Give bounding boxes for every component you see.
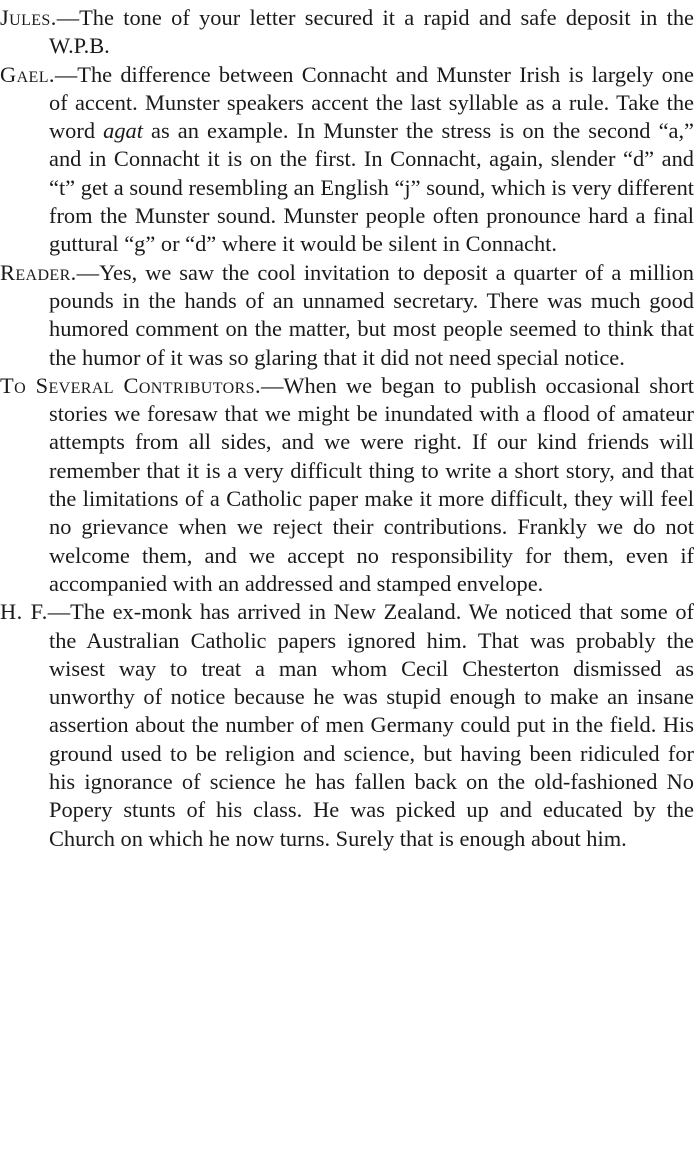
entry-several-contributors [0,372,694,598]
entry-emphasis: agat [103,118,143,144]
entry-body: —Yes, we saw the cool invitation to deposit a quarter of a million pounds in the hands of an unnamed secretary. There was much good humored comment on the matter, but most people seemed to think that the humor of it was so glaring that it did not need special notice. [49,259,694,370]
entry-body-continued: as an example. In Munster the stress is on the second “a,” and in Connacht it is on the first. In Connacht, again, slender “d” and “t” get a sound resembling an English “j” sound, which is very different from the Munster sound. Munster people often pronounce hard a final guttural “g” or “d” where it would be silent in Connacht. [49,118,694,257]
entry-heading: To Several Contributors. [0,372,261,398]
entry-jules [0,4,694,61]
entry-h-f [0,598,694,853]
entry-body: —The ex-monk has arrived in New Zealand. We noticed that some of the Australian Catholic papers ignored him. That was probably the wisest way to treat a man whom Cecil Chesterton dismissed as unworthy of notice because he was stupid enough to make an insane assertion about the number of men Germany could put in the field. His ground used to be religion and science, but having been ridiculed for his ignorance of science he has fallen back on the old-fashioned No Popery stunts of his class. He was picked up and educated by the Church on which he now turns. Surely that is enough about him. [47,599,694,851]
entry-body: —The tone of your letter secured it a rapid and safe deposit in the W.P.B. [49,5,694,59]
entry-heading: H. F. [0,599,48,625]
entry-heading: Jules. [0,5,57,30]
entry-heading: Gael. [0,61,55,87]
entry-body: —When we began to publish occasional short stories we foresaw that we might be inundated with a flood of amateur attempts from all sides, and we were right. If our kind friends will remember that it is a very difficult thing to write a short story, and that the limitations of a Catholic paper make it more difficult, they will feel no grievance when we reject their contributions. Frankly we do not welcome them, and we accept no responsibility for them, even if accompanied with an addressed and stamped envelope. [49,372,694,596]
entry-gael [0,61,694,259]
entry-reader [0,259,694,372]
entry-body: —The difference between Connacht and Munster Irish is largely one of accent. Munster speakers accent the last syllable as a rule. Take the word [49,61,694,144]
entry-heading: Reader. [0,259,77,285]
